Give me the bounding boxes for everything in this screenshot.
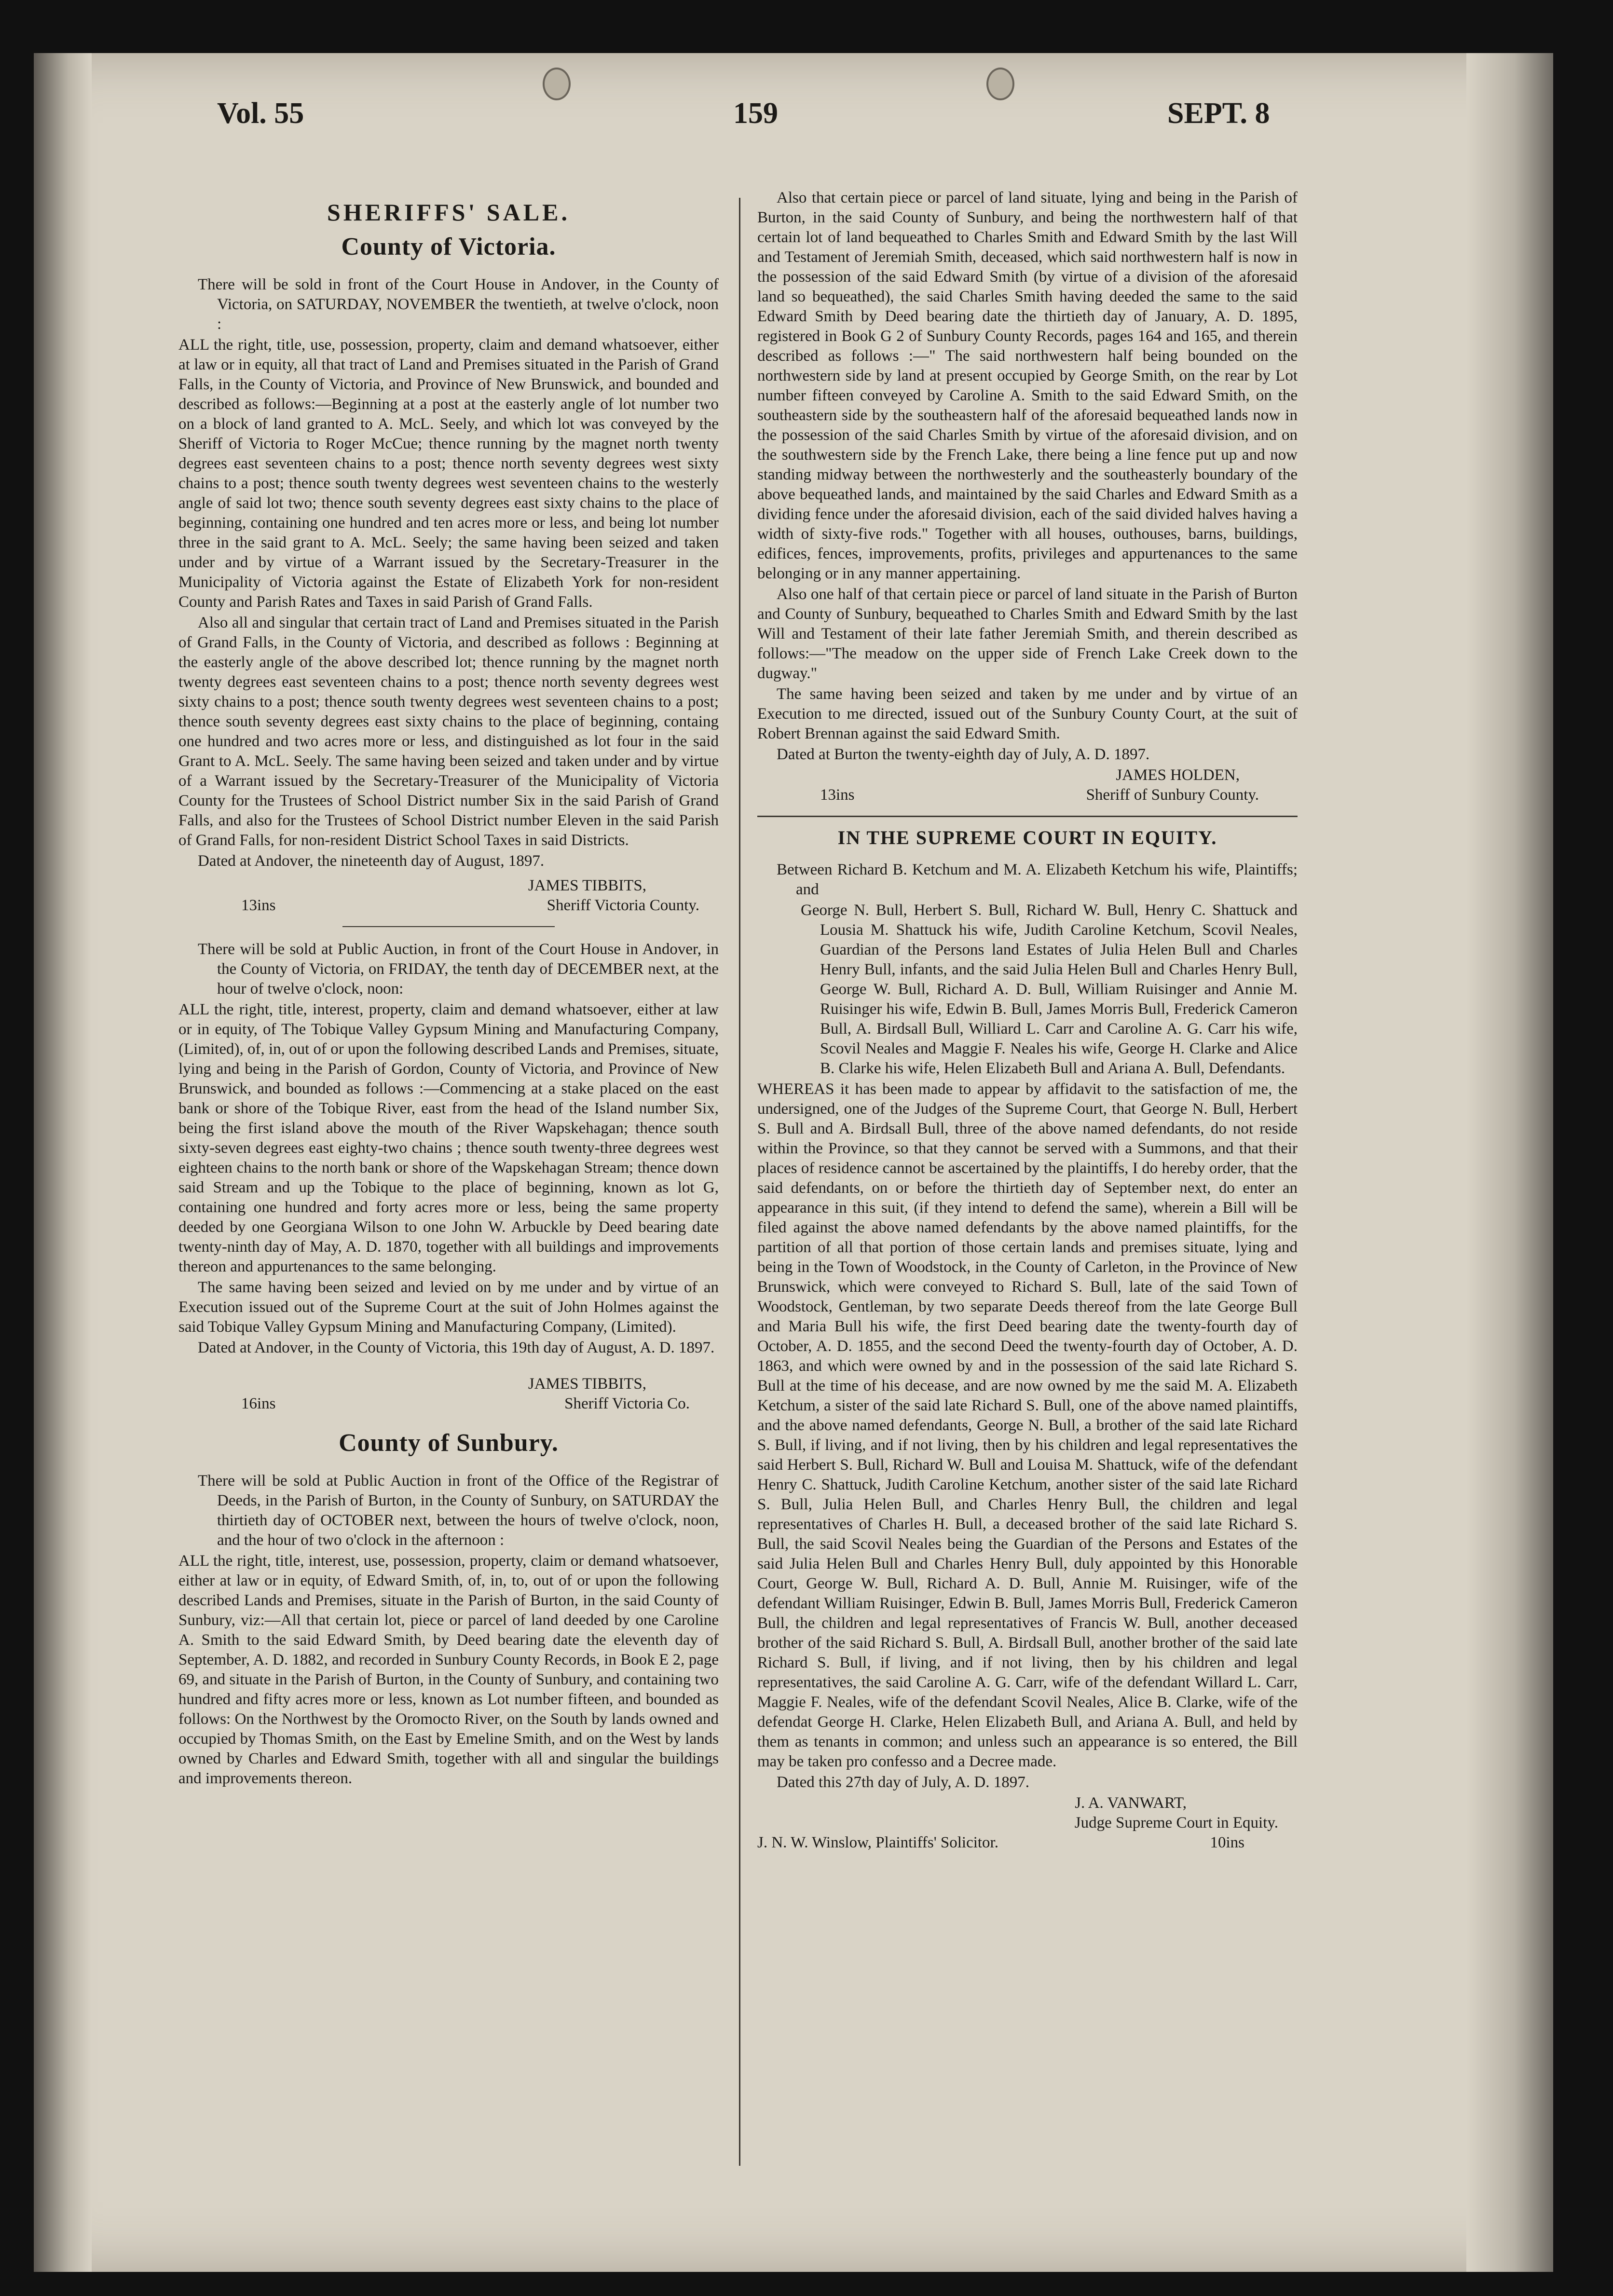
notice-dated: Dated this 27th day of July, A. D. 1897. xyxy=(777,1774,1029,1791)
solicitor-name: J. N. W. Winslow, Plaintiffs' Solicitor. xyxy=(757,1834,998,1851)
signature-line xyxy=(757,785,1298,805)
notice-separator xyxy=(342,926,555,927)
sheriff-name: JAMES TIBBITS, xyxy=(528,877,646,894)
notice-paragraph: ALL the right, title, use, possession, property, claim and demand whatsoever, either at law or in equity, all that tract of Land and Premises situated in the Parish of Grand Falls, in the County of Victoria, and Province of New Brunswick, and bounded and described as follows:—Beginning at a post at the easterly angle of lot number two on a block of land granted to A. McL. Seely, and which lot was conveyed by the Sheriff of Victoria to Roger McCue; thence running by the magnet north twenty degrees east seventeen chains to a post; thence north seventy degrees west sixty chains to a post; thence south twenty degrees west seventeen chains to the westerly angle of said lot two; thence south seventy degrees east sixty chains to the place of beginning, containing one hundred and ten acres more or less, and being lot number three in the said grant to A. McL. Seely; the same having been seized and taken under and by virtue of a Warrant issued by the Secretary-Treasurer in the Municipality of Victoria against the Estate of Elizabeth York for non-resident County and Parish Rates and Taxes in said Parish of Grand Falls. xyxy=(178,336,719,611)
notice-dated: Dated at Burton the twenty-eighth day of July, A. D. 1897. xyxy=(777,746,1150,763)
insertion-count: 13ins xyxy=(820,786,855,804)
insertion-count: 13ins xyxy=(241,897,276,914)
equity-parties-plaintiffs: Between Richard B. Ketchum and M. A. Elizabeth Ketchum his wife, Plaintiffs; and xyxy=(777,861,1298,898)
notice-paragraph: Also that certain piece or parcel of land situate, lying and being in the Parish of Burton, in the said County of Sunbury, and being the northwestern half of that certain lot of land bequeathed to Charles Smith and Edward Smith by the last Will and Testament of Jeremiah Smith, deceased, which said northwestern half is now in the possession of the said Edward Smith (by virtue of a division of the aforesaid land so bequeathed), the said Charles Smith having deeded the same to the said Edward Smith by Deed bearing date the thirtieth day of January, A. D. 1895, registered in Book G 2 of Sunbury County Records, pages 164 and 165, and therein described as follows :—" The said northwestern half being bounded on the northwestern side by land at present occupied by George Smith, on the rear by Lot number fifteen conveyed by Caroline A. Smith to the said Edward Smith, on the southeastern side by the southeastern half of the aforesaid bequeathed lands now in the possession of the said Charles Smith by virtue of the aforesaid division, and on the southwestern side by the French Lake, there being a line fence put up and now standing midway between the northwesterly and the southeasterly boundary of the above bequeathed lands, and maintained by the said Charles and Edward Smith as a dividing fence under the aforesaid division, each of the said divided halves having a width of sixty-five rods." Together with all houses, outhouses, barns, buildings, edifices, fences, improvements, profits, privileges and appurtenances to the same belonging or in any manner appertaining. xyxy=(757,189,1298,582)
sheriff-office: Sheriff Victoria Co. xyxy=(564,1395,690,1412)
volume-label: Vol. 55 xyxy=(217,97,304,130)
sheriff-name: JAMES HOLDEN, xyxy=(1116,766,1240,784)
signature-line xyxy=(178,1394,719,1414)
notice-intro: There will be sold at Public Auction, in front of the Court House in Andover, in the County of Victoria, on FRIDAY, the tenth day of DECEMBER next, at the hour of twelve o'clock, noon: xyxy=(198,941,719,998)
notice-intro: There will be sold in front of the Court House in Andover, in the County of Victoria, on SATURDAY, NOVEMBER the twentieth, at twelve o'clock, noon : xyxy=(198,276,719,333)
sheriff-office: Sheriff Victoria County. xyxy=(547,897,699,914)
notice-intro: There will be sold at Public Auction in front of the Office of the Registrar of Deeds, in the Parish of Burton, in the County of Sunbury, on SATURDAY the thirtieth day of OCTOBER next, between the hours of twelve o'clock, noon, and the hour of two o'clock in the afternoon : xyxy=(198,1472,719,1549)
notice-paragraph: ALL the right, title, interest, use, possession, property, claim or demand whatsoever, either at law or in equity, of Edward Smith, of, in, to, out of or upon the following described Lands and Premises, situate in the Parish of Burton, in the said County of Sunbury, viz:—All that certain lot, piece or parcel of land deeded by one Caroline A. Smith to the said Edward Smith, by Deed bearing date the eleventh day of September, A. D. 1882, and recorded in Sunbury County Records, in Book E 2, page 69, and situate in the Parish of Burton, in the County of Sunbury, and containing two hundred and fifty acres more or less, known as Lot number fifteen, and bounded as follows: On the Northwest by the Oromocto River, on the South by lands owned and occupied by Thomas Smith, on the East by Emeline Smith, and on the West by lands owned by Charles and Edward Smith, together with all and singular the buildings and improvements thereon. xyxy=(178,1552,719,1787)
page-spine-shadow xyxy=(34,53,92,2272)
signature-line xyxy=(178,896,719,916)
solicitor-line xyxy=(757,1833,1298,1853)
section-title: SHERIFFS' SALE. xyxy=(327,199,570,226)
column-divider xyxy=(739,198,740,2166)
judge-office: Judge Supreme Court in Equity. xyxy=(1074,1814,1278,1831)
insertion-count: 16ins xyxy=(241,1395,276,1412)
section-separator xyxy=(757,816,1298,817)
county-heading-sunbury: County of Sunbury. xyxy=(339,1429,559,1457)
page-number: 159 xyxy=(733,97,778,130)
punch-hole xyxy=(986,68,1014,100)
sheriff-office: Sheriff of Sunbury County. xyxy=(1086,786,1259,804)
issue-date: SEPT. 8 xyxy=(1167,97,1270,130)
county-heading-victoria: County of Victoria. xyxy=(341,233,556,260)
notice-dated: Dated at Andover, in the County of Victoria, this 19th day of August, A. D. 1897. xyxy=(198,1339,715,1356)
insertion-count: 10ins xyxy=(1210,1834,1244,1851)
notice-dated: Dated at Andover, the nineteenth day of August, 1897. xyxy=(198,852,545,870)
equity-heading: IN THE SUPREME COURT IN EQUITY. xyxy=(837,827,1217,848)
left-column xyxy=(178,188,719,1790)
right-column xyxy=(757,188,1298,1853)
punch-hole xyxy=(543,68,571,100)
judge-name: J. A. VANWART, xyxy=(1075,1794,1187,1812)
notice-paragraph: Also one half of that certain piece or parcel of land situate in the Parish of Burton and County of Sunbury, bequeathed to Charles Smith and Edward Smith by the last Will and Testament of their late father Jeremiah Smith, and therein described as follows:—"The meadow on the upper side of French Lake Creek down to the dugway." xyxy=(757,586,1298,682)
sheriff-name: JAMES TIBBITS, xyxy=(528,1375,646,1393)
equity-order: WHEREAS it has been made to appear by affidavit to the satisfaction of me, the undersigned, one of the Judges of the Supreme Court, that George N. Bull, Herbert S. Bull and A. Birdsall Bull, three of the above named defendants, do not reside within the Province, so that they cannot be served with a Summons, and that their places of residence cannot be ascertained by the plaintiffs, I do hereby order, that the said defendants, on or before the thirtieth day of September next, do enter an appearance in this suit, (if they intend to defend the same), wherein a Bill will be filed against the above named defendants by the above named plaintiffs, for the partition of all that portion of those certain lands and premises situate, lying and being in the Town of Woodstock, in the County of Carleton, in the Province of New Brunswick, which were conveyed to Richard S. Bull, late of the said Town of Woodstock, Gentleman, by two separate Deeds thereof from the late George Bull and Maria Bull his wife, the first Deed bearing date the twenty-fourth day of October, A. D. 1855, and the second Deed the twenty-fourth day of October, A. D. 1863, and which were owned by and in the possession of the said late Richard S. Bull at the time of his decease, and are now owned by me the said M. A. Elizabeth Ketchum, a sister of the said late Richard S. Bull, one of the above named plaintiffs, and the above named defendants, George N. Bull, a brother of the said late Richard S. Bull, if living, and if not living, then by his children and legal representatives the said Herbert S. Bull, Richard W. Bull and Louisa M. Shattuck, wife of the defendant Henry C. Shattuck, Judith Caroline Ketchum, another sister of the said late Richard S. Bull, Julia Helen Bull, and Charles Henry Bull, the children and legal representatives of Charles H. Bull, a deceased brother of the said late Richard S. Bull, the said Scovil Neales being the Guardian of the Persons and Estates of the said Julia Helen Bull and Charles Henry Bull, duly appointed by this Honorable Court, George W. Bull, Richard A. D. Bull, Annie M. Ruisinger, wife of the defendant William Ruisinger, Edwin B. Bull, James Morris Bull, Frederick Cameron Bull, the children and legal representatives of Francis W. Bull, another deceased brother of the said Richard S. Bull, A. Birdsall Bull, another brother of the said late Richard S. Bull, if living, and if not living, then by his children and legal representatives, the said Caroline A. G. Carr, wife of the defendant Willard L. Carr, Maggie F. Neales, wife of the defendant Scovil Neales, Alice B. Clarke, wife of the defendat George H. Clarke, Helen Elizabeth Bull, and Ariana A. Bull, and held by them as tenants in common; and unless such an appearance is so entered, the Bill may be taken pro confesso and a Decree made. xyxy=(757,1080,1298,1770)
notice-paragraph: The same having been seized and taken by me under and by virtue of an Execution to me directed, issued out of the Sunbury County Court, at the suit of Robert Brennan against the said Edward Smith. xyxy=(757,685,1298,742)
equity-parties-defendants: George N. Bull, Herbert S. Bull, Richard W. Bull, Henry C. Shattuck and Lousia M. Shattuck his wife, Judith Caroline Ketchum, Scovil Neales, Guardian of the Persons land Estates of Julia Helen Bull and Charles Henry Bull, infants, and the said Julia Helen Bull and Charles Henry Bull, George W. Bull, Richard A. D. Bull, William Ruisinger and Annie M. Ruisinger his wife, Edwin B. Bull, James Morris Bull, Frederick Cameron Bull, A. Birdsall Bull, Williard L. Carr and Caroline A. G. Carr his wife, Scovil Neales and Maggie F. Neales his wife, George H. Clarke and Alice B. Clarke his wife, Helen Elizabeth Bull and Ariana A. Bull, Defendants. xyxy=(801,902,1298,1077)
notice-paragraph: The same having been seized and levied on by me under and by virtue of an Execution issued out of the Supreme Court at the suit of John Holmes against the said Tobique Valley Gypsum Mining and Manufacturing Company, (Limited). xyxy=(178,1279,719,1336)
notice-paragraph: ALL the right, title, interest, property, claim and demand whatsoever, either at law or in equity, of The Tobique Valley Gypsum Mining and Manufacturing Company, (Limited), of, in, out of or upon the following described Lands and Premises, situate, lying and being in the Parish of Gordon, County of Victoria, and Province of New Brunswick, and bounded as follows :—Commencing at a stake placed on the east bank or shore of the Tobique River, east from the head of the Island number Six, being the first island above the mouth of the River Wapskehagan; thence south sixty-seven degrees east eighty-two chains ; thence south twenty-three degrees west eighteen chains to the north bank or shore of the Wapskehagan Stream; thence down said Stream and up the Tobique to the place of beginning, known as lot G, containing one hundred and forty acres more or less, being the same property deeded by one Georgiana Wilson to one John W. Arbuckle by Deed bearing date twenty-ninth day of May, A. D. 1870, together with all buildings and improvements thereon and appurtenances to the same belonging. xyxy=(178,1001,719,1275)
notice-paragraph: Also all and singular that certain tract of Land and Premises situated in the Parish of Grand Falls, in the County of Victoria, and described as follows : Beginning at the easterly angle of the above described lot; thence running by the magnet north twenty degrees east seventeen chains to a post; thence north seventy degrees west sixty chains to a post; thence south twenty degrees west seventeen chains to a post; thence south seventy degrees east sixty chains to the place of beginning, containg one hundred and two acres more or less, and distinguished as lot four in the said Grant to A. McL. Seely. The same having been seized and taken under and by virtue of a Warrant issued by the Secretary-Treasurer of the Municipality of Victoria County for the Trustees of School District number Six in the said Parish of Grand Falls, and also for the Trustees of School District number Eleven in the said Parish of Grand Falls, for non-resident District School Taxes in said Districts. xyxy=(178,614,719,849)
page-edge-shadow xyxy=(1466,53,1553,2272)
